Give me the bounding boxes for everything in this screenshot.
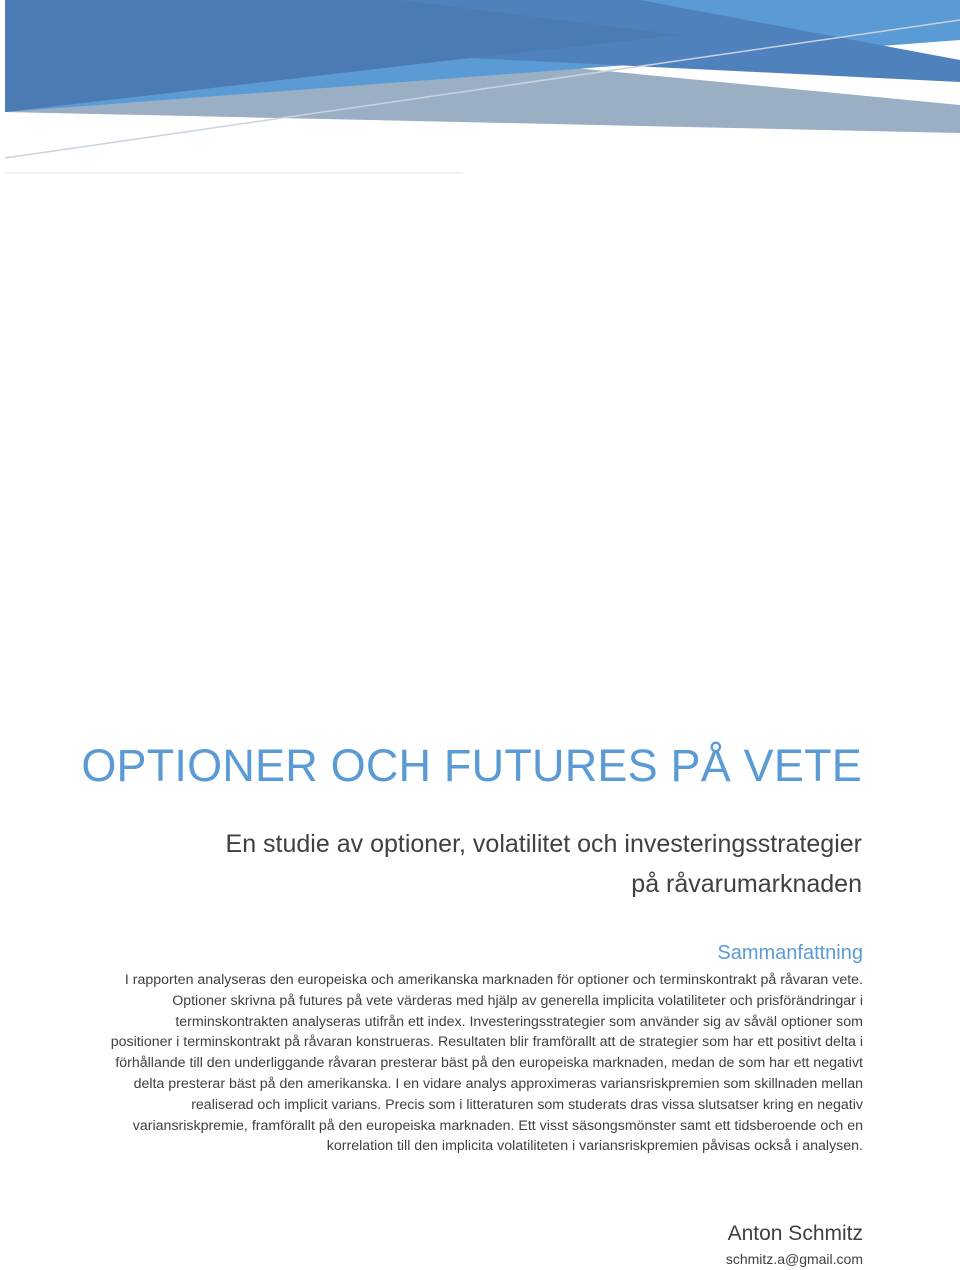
author-name: Anton Schmitz [727,1222,863,1245]
abstract-body: I rapporten analyseras den europeiska och amerikanska marknaden för optioner och terminskontrakt på råvaran vete. Optioner skrivna på futures på vete värderas med hjälp av generella implicita volatiliteter och prisförändringar i terminskontrakten analyseras utifrån ett index. Investeringsstrategier som använder sig av såväl optioner som positioner i terminskontrakt på råvaran konstrueras. Resultaten blir framförallt att de strategier som har ett positivt delta i förhållande till den underliggande råvaran presterar bäst på den europeiska marknaden, medan de som har ett negativt delta presterar bäst på den amerikanska. I en vidare analys approximeras variansriskpremien som skillnaden mellan realiserad och implicit varians. Precis som i litteraturen som studerats dras vissa slutsatser kring en negativ variansriskpremie, framförallt på den europeiska marknaden. Ett visst säsongsmönster samt ett tidsberoende och en korrelation till den implicita volatiliteten i variansriskpremien påvisas också i analysen. [110,972,863,1155]
document-title: OPTIONER OCH FUTURES PÅ VETE [81,740,862,791]
document-subtitle: En studie av optioner, volatilitet och investeringsstrategier på råvarumarknaden [225,830,862,898]
author-email: schmitz.a@gmail.com [725,1251,863,1267]
abstract-heading: Sammanfattning [717,942,863,964]
header-banner-graphic [0,0,960,180]
